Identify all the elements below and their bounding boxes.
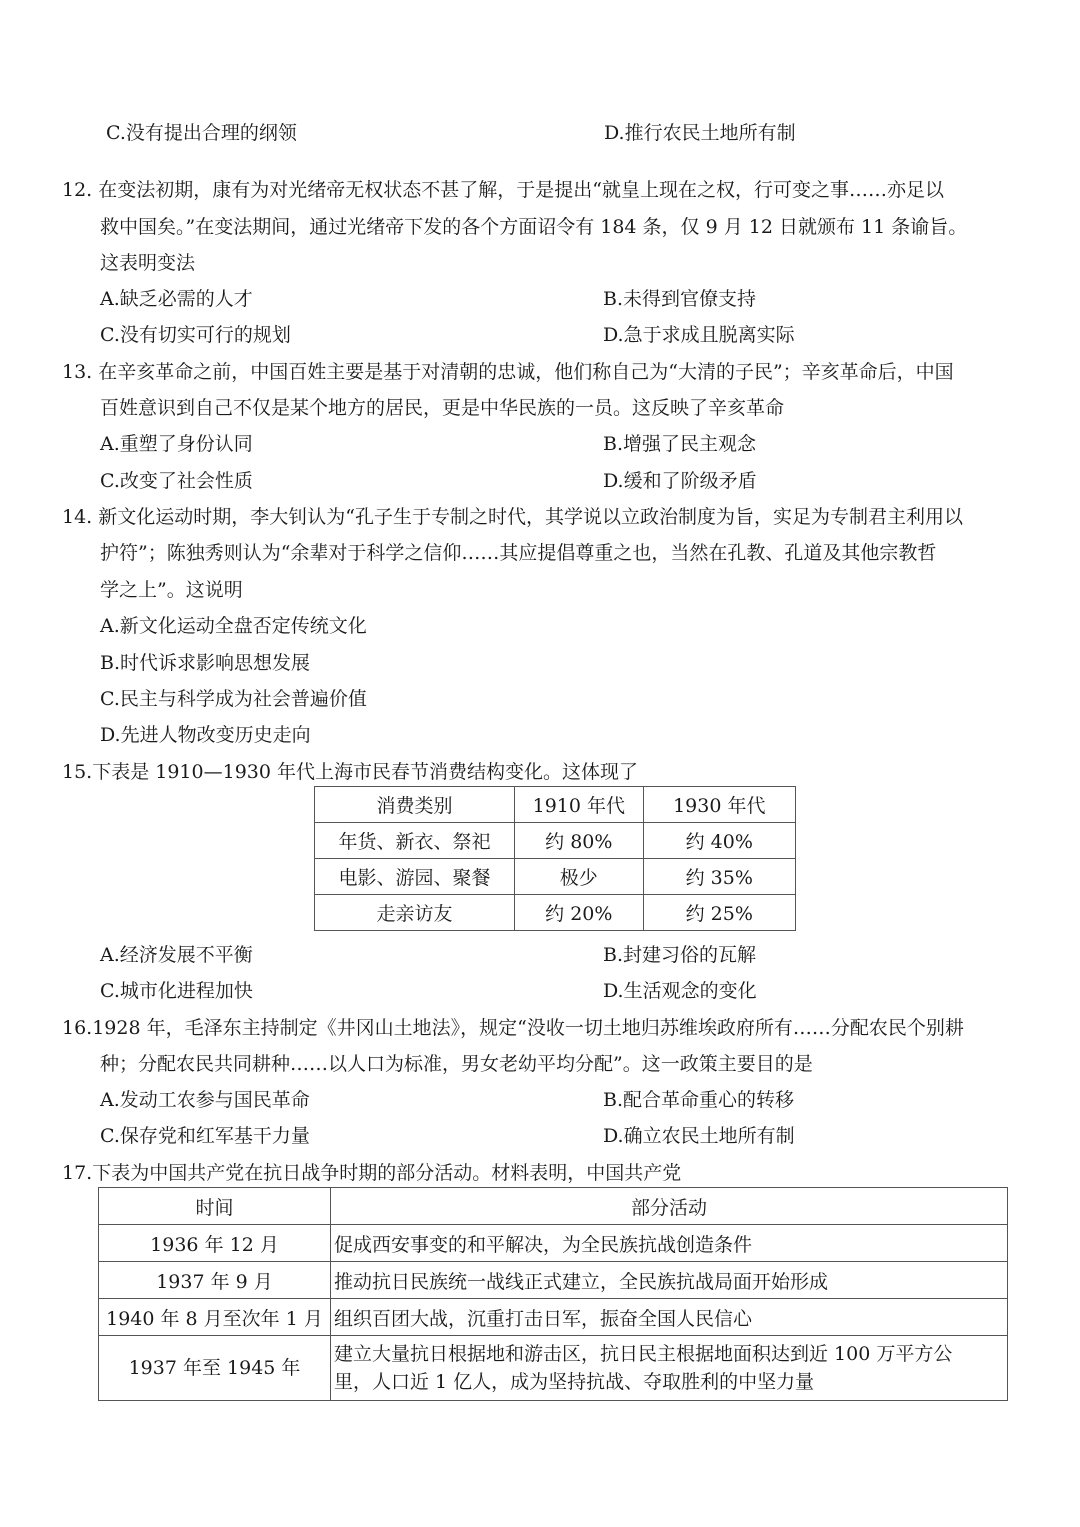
q12-option-c: C.没有切实可行的规划 bbox=[100, 324, 291, 346]
table-header-cell: 部分活动 bbox=[331, 1188, 1008, 1225]
q12-stem-line-1: 12. 在变法初期，康有为对光绪帝无权状态不甚了解，于是提出“就皇上现在之权，行可变之事……亦足以 bbox=[62, 179, 944, 201]
q14-option-c: C.民主与科学成为社会普遍价值 bbox=[100, 688, 367, 710]
q12-stem-line-3: 这表明变法 bbox=[100, 252, 196, 274]
q16-stem-line-2: 种；分配农民共同耕种……以人口为标准，男女老幼平均分配”。这一政策主要目的是 bbox=[100, 1053, 813, 1075]
table-cell: 约 35% bbox=[643, 859, 795, 895]
table-header-cell: 消费类别 bbox=[315, 787, 515, 823]
q14-option-d: D.先进人物改变历史走向 bbox=[100, 724, 311, 746]
table-cell: 约 25% bbox=[643, 895, 795, 931]
q15-consumption-table bbox=[314, 786, 796, 931]
q13-stem-line-2: 百姓意识到自己不仅是某个地方的居民，更是中华民族的一员。这反映了辛亥革命 bbox=[100, 397, 785, 419]
table-cell: 走亲访友 bbox=[315, 895, 515, 931]
table-cell: 约 40% bbox=[643, 823, 795, 859]
table-cell-line: 建立大量抗日根据地和游击区，抗日民主根据地面积达到近 100 万平方公 bbox=[334, 1343, 953, 1365]
q16-stem-line-1: 16.1928 年，毛泽东主持制定《井冈山土地法》，规定“没收一切土地归苏维埃政府所有……分配农民个别耕 bbox=[62, 1017, 964, 1039]
q17-stem: 17.下表为中国共产党在抗日战争时期的部分活动。材料表明，中国共产党 bbox=[62, 1162, 682, 1184]
q12-option-b: B.未得到官僚支持 bbox=[603, 288, 757, 310]
table-cell bbox=[331, 1336, 1008, 1401]
table-cell: 极少 bbox=[515, 859, 644, 895]
q14-stem-line-1: 14. 新文化运动时期，李大钊认为“孔子生于专制之时代，其学说以立政治制度为旨，实足为专制君主利用以 bbox=[62, 506, 963, 528]
q14-option-a: A.新文化运动全盘否定传统文化 bbox=[100, 615, 367, 637]
table-cell: 1936 年 12 月 bbox=[99, 1225, 331, 1262]
table-header-cell: 时间 bbox=[99, 1188, 331, 1225]
table-row bbox=[99, 1299, 1008, 1336]
table-row bbox=[315, 823, 796, 859]
table-cell: 组织百团大战，沉重打击日军，振奋全国人民信心 bbox=[331, 1299, 1008, 1336]
table-cell: 促成西安事变的和平解决，为全民族抗战创造条件 bbox=[331, 1225, 1008, 1262]
q15-option-b: B.封建习俗的瓦解 bbox=[603, 944, 757, 966]
q11-option-c: C.没有提出合理的纲领 bbox=[106, 122, 297, 144]
table-cell: 1940 年 8 月至次年 1 月 bbox=[99, 1299, 331, 1336]
q15-stem: 15.下表是 1910—1930 年代上海市民春节消费结构变化。这体现了 bbox=[62, 761, 639, 783]
table-cell: 1937 年至 1945 年 bbox=[99, 1336, 331, 1401]
table-row bbox=[315, 895, 796, 931]
q16-option-a: A.发动工农参与国民革命 bbox=[100, 1089, 310, 1111]
q16-option-b: B.配合革命重心的转移 bbox=[603, 1089, 795, 1111]
q13-stem-line-1: 13. 在辛亥革命之前，中国百姓主要是基于对清朝的忠诚，他们称自己为“大清的子民”；辛亥革命后，中国 bbox=[62, 361, 954, 383]
q11-option-d: D.推行农民土地所有制 bbox=[604, 122, 796, 144]
q15-option-a: A.经济发展不平衡 bbox=[100, 944, 253, 966]
q12-stem-line-2: 救中国矣。”在变法期间，通过光绪帝下发的各个方面诏令有 184 条，仅 9 月 12 日就颁布 11 条谕旨。 bbox=[100, 216, 968, 238]
table-row bbox=[99, 1262, 1008, 1299]
q13-option-d: D.缓和了阶级矛盾 bbox=[603, 470, 757, 492]
table-row bbox=[99, 1225, 1008, 1262]
q13-option-c: C.改变了社会性质 bbox=[100, 470, 253, 492]
q13-option-b: B.增强了民主观念 bbox=[603, 433, 757, 455]
table-row bbox=[99, 1336, 1008, 1401]
table-row bbox=[315, 859, 796, 895]
table-cell: 电影、游园、聚餐 bbox=[315, 859, 515, 895]
table-cell: 约 80% bbox=[515, 823, 644, 859]
q13-option-a: A.重塑了身份认同 bbox=[100, 433, 253, 455]
table-cell: 推动抗日民族统一战线正式建立，全民族抗战局面开始形成 bbox=[331, 1262, 1008, 1299]
table-cell-line: 里，人口近 1 亿人，成为坚持抗战、夺取胜利的中坚力量 bbox=[334, 1371, 815, 1393]
table-cell: 约 20% bbox=[515, 895, 644, 931]
q14-stem-line-3: 学之上”。这说明 bbox=[100, 579, 243, 601]
q16-option-c: C.保存党和红军基干力量 bbox=[100, 1125, 310, 1147]
table-header-cell: 1930 年代 bbox=[643, 787, 795, 823]
q12-option-a: A.缺乏必需的人才 bbox=[100, 288, 253, 310]
table-header-row bbox=[99, 1188, 1008, 1225]
q12-option-d: D.急于求成且脱离实际 bbox=[603, 324, 795, 346]
q14-option-b: B.时代诉求影响思想发展 bbox=[100, 652, 311, 674]
table-cell: 年货、新衣、祭祀 bbox=[315, 823, 515, 859]
q15-option-d: D.生活观念的变化 bbox=[603, 980, 757, 1002]
table-header-cell: 1910 年代 bbox=[515, 787, 644, 823]
q16-option-d: D.确立农民土地所有制 bbox=[603, 1125, 795, 1147]
q17-activities-table bbox=[98, 1187, 1008, 1401]
table-header-row bbox=[315, 787, 796, 823]
q15-option-c: C.城市化进程加快 bbox=[100, 980, 253, 1002]
table-cell: 1937 年 9 月 bbox=[99, 1262, 331, 1299]
q14-stem-line-2: 护符”；陈独秀则认为“余辈对于科学之信仰……其应提倡尊重之也，当然在孔教、孔道及其他宗教哲 bbox=[100, 542, 937, 564]
